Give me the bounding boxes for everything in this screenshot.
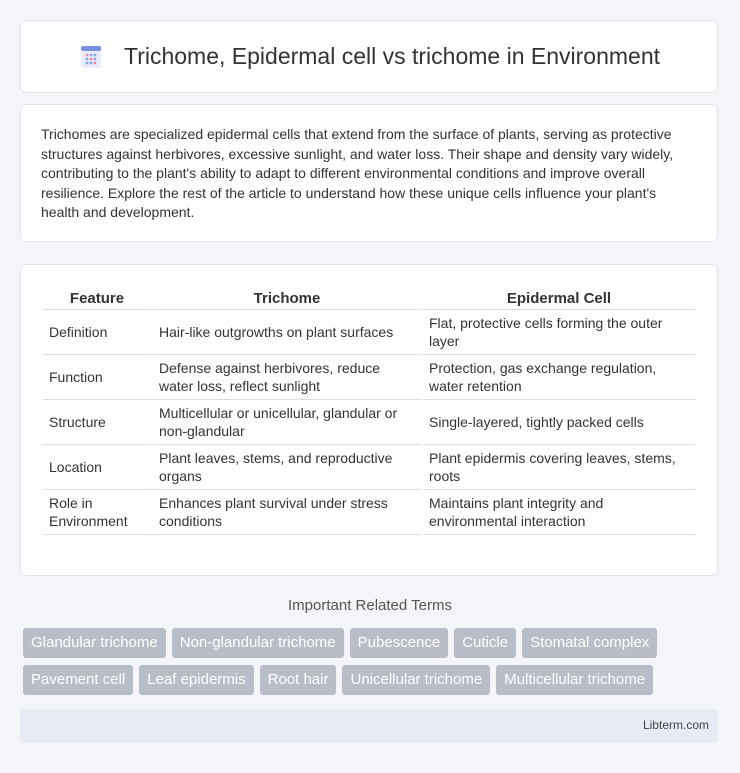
table-cell-trichome: Defense against herbivores, reduce water loss, reflect sunlight — [153, 355, 421, 400]
table-cell-trichome: Hair-like outgrowths on plant surfaces — [153, 310, 421, 355]
table-cell-epidermal: Protection, gas exchange regulation, water retention — [423, 355, 695, 400]
table-cell-epidermal: Maintains plant integrity and environmental interaction — [423, 490, 695, 535]
comparison-table-card — [20, 264, 718, 576]
table-cell-epidermal: Plant epidermis covering leaves, stems, roots — [423, 445, 695, 490]
comparison-table — [41, 285, 697, 535]
title-card — [20, 20, 718, 93]
intro-text: Trichomes are specialized epidermal cells that extend from the surface of plants, serving as protective structures against herbivores, excessive sunlight, and water loss. Their shape and density vary widely, contributing to the plant's ability to adapt to different environmental conditions and improve overall resilience. Explore the rest of the article to understand how these unique cells influence your plant's health and development. — [41, 126, 674, 220]
header-epidermal-cell: Epidermal Cell — [423, 285, 695, 310]
intro-card — [20, 104, 718, 242]
tag-non-glandular-trichome[interactable]: Non-glandular trichome — [172, 628, 344, 658]
tag-root-hair[interactable]: Root hair — [260, 665, 337, 695]
related-terms-title: Important Related Terms — [288, 597, 452, 614]
table-cell-epidermal: Single-layered, tightly packed cells — [423, 400, 695, 445]
header-trichome: Trichome — [153, 285, 421, 310]
header-feature: Feature — [43, 285, 151, 310]
tag-unicellular-trichome[interactable]: Unicellular trichome — [342, 665, 490, 695]
table-row — [43, 355, 695, 400]
tag-stomatal-complex[interactable]: Stomatal complex — [522, 628, 657, 658]
tag-pavement-cell[interactable]: Pavement cell — [23, 665, 133, 695]
table-cell-feature: Structure — [43, 400, 151, 445]
table-row — [43, 490, 695, 535]
table-cell-trichome: Multicellular or unicellular, glandular or non-glandular — [153, 400, 421, 445]
table-cell-feature: Role in Environment — [43, 490, 151, 535]
tag-pubescence[interactable]: Pubescence — [350, 628, 449, 658]
table-row — [43, 445, 695, 490]
table-cell-trichome: Plant leaves, stems, and reproductive organs — [153, 445, 421, 490]
tag-leaf-epidermis[interactable]: Leaf epidermis — [139, 665, 253, 695]
page-title: Trichome, Epidermal cell vs trichome in Environment — [124, 43, 660, 69]
table-cell-epidermal: Flat, protective cells forming the outer layer — [423, 310, 695, 355]
footer-brand-link[interactable]: Libterm.com — [642, 718, 709, 732]
table-row — [43, 400, 695, 445]
table-header-row — [43, 285, 695, 310]
table-cell-feature: Function — [43, 355, 151, 400]
related-terms-list — [23, 628, 723, 695]
footer — [20, 709, 718, 743]
table-cell-trichome: Enhances plant survival under stress conditions — [153, 490, 421, 535]
tag-glandular-trichome[interactable]: Glandular trichome — [23, 628, 166, 658]
table-cell-feature: Definition — [43, 310, 151, 355]
tag-multicellular-trichome[interactable]: Multicellular trichome — [496, 665, 653, 695]
table-cell-feature: Location — [43, 445, 151, 490]
tag-cuticle[interactable]: Cuticle — [454, 628, 516, 658]
document-grid-icon — [78, 44, 104, 70]
table-row — [43, 310, 695, 355]
